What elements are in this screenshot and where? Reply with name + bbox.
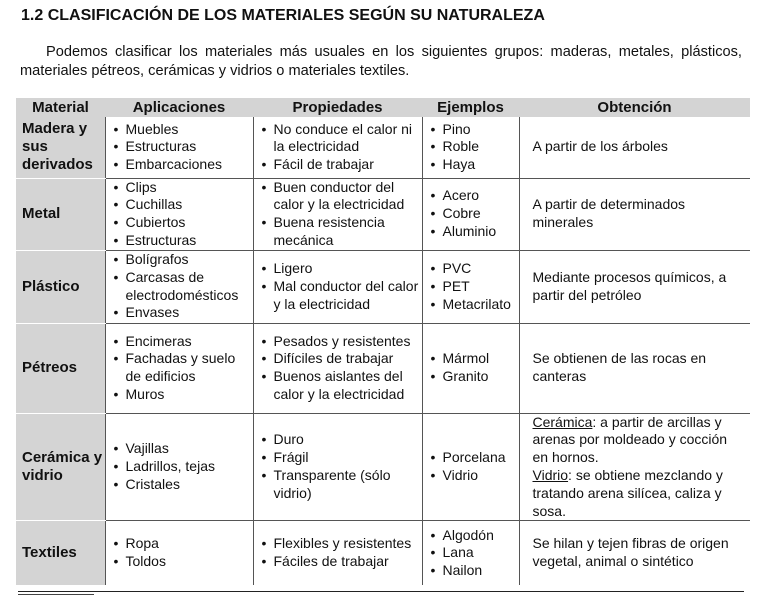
- ejemplos-cell: [422, 521, 519, 585]
- list-item: • Algodón: [431, 527, 519, 545]
- material-cell: Metal: [16, 178, 105, 250]
- header-material: Material: [16, 98, 105, 117]
- aplicaciones-cell: [105, 117, 253, 178]
- list-item: • PET: [431, 278, 519, 296]
- ejemplos-cell: [422, 178, 519, 250]
- list-item: • Pesados y resistentes: [262, 333, 422, 351]
- obtencion-vidrio: [533, 467, 745, 520]
- list-item: • Flexibles y resistentes: [262, 535, 422, 553]
- list-item: • Roble: [431, 138, 519, 156]
- propiedades-cell: [253, 250, 422, 323]
- list-item: • Ropa: [114, 535, 253, 553]
- ceramica-text: : a partir de arcillas y arenas por moldeado y cocción en hornos.: [532, 413, 728, 466]
- list-item: • Toldos: [114, 553, 253, 571]
- obtencion-cell: [519, 413, 750, 521]
- header-aplicaciones: Aplicaciones: [105, 98, 253, 117]
- material-cell: Pétreos: [16, 323, 105, 413]
- header-ejemplos: Ejemplos: [422, 98, 519, 117]
- list-item: • Nailon: [431, 562, 519, 580]
- propiedades-cell: [253, 521, 422, 585]
- list-item: • Envases: [114, 304, 253, 322]
- material-cell: Madera y sus derivados: [16, 117, 105, 178]
- list-item: • Muros: [114, 386, 253, 404]
- list-item: • Metacrilato: [431, 296, 519, 314]
- list-item: • Buenos aislantes del calor y la electricidad: [262, 368, 422, 404]
- ejemplos-cell: [422, 250, 519, 323]
- footer-divider: [18, 591, 744, 592]
- ejemplos-cell: [422, 413, 519, 521]
- section-title: 1.2 CLASIFICACIÓN DE LOS MATERIALES SEGÚN SU NATURALEZA: [21, 7, 545, 24]
- material-cell: Cerámica y vidrio: [16, 413, 105, 521]
- list-item: • No conduce el calor ni la electricidad: [262, 121, 422, 157]
- list-item: • Haya: [431, 156, 519, 174]
- propiedades-cell: [253, 117, 422, 178]
- list-item: • Estructuras: [114, 232, 253, 250]
- list-item: • Buen conductor del calor y la electricidad: [262, 179, 422, 215]
- table-row: [16, 250, 750, 323]
- materials-table: [16, 98, 750, 585]
- table-row: [16, 178, 750, 250]
- list-item: • Aluminio: [431, 223, 519, 241]
- list-item: • Duro: [262, 431, 422, 449]
- list-item: • Pino: [431, 121, 519, 139]
- ejemplos-cell: [422, 117, 519, 178]
- table-row: [16, 323, 750, 413]
- list-item: • PVC: [431, 260, 519, 278]
- list-item: • Carcasas de electrodomésticos: [114, 269, 253, 305]
- vidrio-text: : se obtiene mezclando y tratando arena silícea, caliza y sosa.: [532, 467, 723, 519]
- list-item: • Cristales: [114, 476, 253, 494]
- intro-paragraph: Podemos clasificar los materiales más usuales en los siguientes grupos: maderas, metales, plásticos, materiales pétreos, cerámicas y vidrios o materiales textiles.: [20, 44, 742, 79]
- list-item: • Vajillas: [114, 440, 253, 458]
- list-item: • Granito: [431, 368, 519, 386]
- list-item: • Transparente (sólo vidrio): [262, 467, 422, 503]
- list-item: • Vidrio: [431, 467, 519, 485]
- material-cell: Plástico: [16, 250, 105, 323]
- propiedades-cell: [253, 323, 422, 413]
- list-item: • Acero: [431, 187, 519, 205]
- list-item: • Encimeras: [114, 333, 253, 351]
- obtencion-cell: Mediante procesos químicos, a partir del petróleo: [519, 250, 750, 323]
- list-item: • Clips: [114, 179, 253, 197]
- obtencion-cell: Se obtienen de las rocas en canteras: [519, 323, 750, 413]
- obtencion-cell: A partir de determinados minerales: [519, 178, 750, 250]
- obtencion-ceramica: [533, 414, 745, 467]
- aplicaciones-cell: [105, 413, 253, 521]
- list-item: • Cobre: [431, 205, 519, 223]
- list-item: • Ladrillos, tejas: [114, 458, 253, 476]
- header-obtencion: Obtención: [519, 98, 750, 117]
- ejemplos-cell: [422, 323, 519, 413]
- aplicaciones-cell: [105, 521, 253, 585]
- footnote-rule: [18, 594, 94, 595]
- propiedades-cell: [253, 413, 422, 521]
- list-item: • Frágil: [262, 449, 422, 467]
- list-item: • Bolígrafos: [114, 251, 253, 269]
- list-item: • Estructuras: [114, 138, 253, 156]
- header-propiedades: Propiedades: [253, 98, 422, 117]
- vidrio-label: Vidrio: [532, 467, 569, 484]
- list-item: • Porcelana: [431, 449, 519, 467]
- list-item: • Ligero: [262, 260, 422, 278]
- list-item: • Buena resistencia mecánica: [262, 214, 422, 250]
- list-item: • Mármol: [431, 350, 519, 368]
- table-row: [16, 117, 750, 178]
- aplicaciones-cell: [105, 178, 253, 250]
- propiedades-cell: [253, 178, 422, 250]
- list-item: • Cubiertos: [114, 214, 253, 232]
- table-row: [16, 413, 750, 521]
- list-item: • Fácil de trabajar: [262, 156, 422, 174]
- obtencion-cell: A partir de los árboles: [519, 117, 750, 178]
- list-item: • Embarcaciones: [114, 156, 253, 174]
- aplicaciones-cell: [105, 323, 253, 413]
- material-cell: Textiles: [16, 521, 105, 585]
- list-item: • Fáciles de trabajar: [262, 553, 422, 571]
- obtencion-cell: Se hilan y tejen fibras de origen vegetal, animal o sintético: [519, 521, 750, 585]
- list-item: • Muebles: [114, 121, 253, 139]
- table-row: [16, 521, 750, 585]
- aplicaciones-cell: [105, 250, 253, 323]
- table-header-row: [16, 98, 750, 117]
- ceramica-label: Cerámica: [532, 413, 593, 430]
- list-item: • Cuchillas: [114, 196, 253, 214]
- list-item: • Lana: [431, 544, 519, 562]
- list-item: • Fachadas y suelo de edificios: [114, 350, 253, 386]
- list-item: • Mal conductor del calor y la electricidad: [262, 278, 422, 314]
- list-item: • Difíciles de trabajar: [262, 350, 422, 368]
